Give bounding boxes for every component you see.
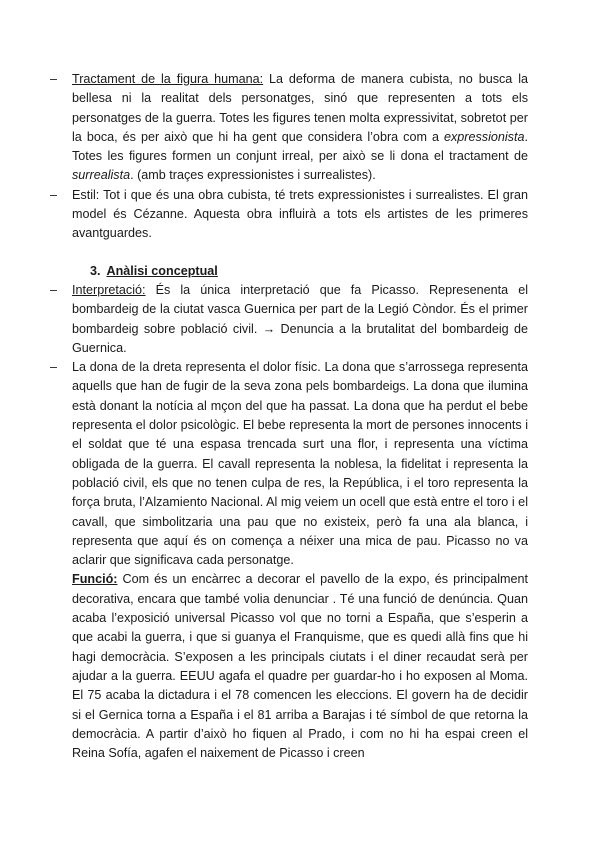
bullet-dash: – bbox=[50, 187, 58, 202]
italic-expressionista: expressionista bbox=[443, 129, 525, 144]
text-interpretacio: És la única interpretació que fa Picasso. Represenenta el bombardeig de la ciutat vasca Guernica per part de la Legió Còndor. És el primer bombardeig sobre població civil. → Denuncia a la brutalitat del bombardeig de Guernica. bbox=[72, 282, 528, 355]
text-funcio: Com és un encàrrec a decorar el pavello de la expo, és principalment decorativa, encara que també volia denunciar . Té una funció de denúncia. Quan acaba l’exposició universal Picasso vol que no torni a España, que s’esperin a que acabi la guerra, i que si guanya el Franquisme, que es quedi allà fins que hi hagi democràcia. S’exposen a les principals ciutats i el diner recaudat serà per ajudar a la guerra. EEUU agafa el quadre per guardar-ho i ho exposen al Moma. El 75 acaba la dictadura i el 78 comencen les eleccions. El govern ha de decidir si el Gernica torna a España i el 81 arriba a Barajas i té símbol de que retorna la democràcia. A partir d’això ho fiquen al Prado, i com no hi ha espai creen el Reina Sofía, agafen el naixement de Picasso i creen bbox=[72, 572, 528, 761]
paragraph-funcio bbox=[72, 570, 528, 763]
section-heading bbox=[90, 262, 528, 281]
bullet-dash: – bbox=[50, 282, 58, 297]
term-interpretacio: Interpretació: bbox=[72, 282, 146, 297]
section-title: Anàlisi conceptual bbox=[106, 263, 218, 278]
paragraph-personatges bbox=[50, 358, 528, 570]
text-personatges: La dona de la dreta representa el dolor físic. La dona que s’arrossega representa aquells que han de fugir de la seva zona pels bombardeigs. La dona que ilumina està donant la notícia al mçon del que ha passat. La dona que ha perdut el bebe representa el dolor psicològic. El bebe representa la mort de persones innocents i el soldat que té una espasa trencada surt una flor, i representa una víctima obligada de la guerra. El cavall representa la noblesa, la fidelitat i representa la població civil, els que no tenen culpa de res, la República, i el toro representa la força bruta, l’Alzamiento Nacional. Al mig veiem un ocell que està entre el toro i el cavall, que simbolitzaria una pau que no existeix, però fa una ala blanca, i representa que aquí és on comença a néixer una mica de pau. Picasso no va aclarir que significava cada personatge. bbox=[72, 360, 528, 568]
text-figura-3: . (amb traçes expressionistes i surrealistes). bbox=[130, 168, 376, 183]
bullet-dash: – bbox=[50, 360, 58, 375]
paragraph-figura-humana bbox=[50, 70, 528, 186]
bullet-dash: – bbox=[50, 72, 58, 86]
document-body bbox=[50, 70, 528, 763]
text-figura-2: . Totes les figures formen un conjunt irreal, per això se li dona el tractament de bbox=[72, 129, 528, 164]
text-estil: Estil: Tot i que és una obra cubista, té trets expressionistes i surrealistes. El gran model és Cézanne. Aquesta obra influirà a tots els artistes de les primeres avantguardes. bbox=[72, 187, 528, 241]
section-number: 3. bbox=[90, 263, 101, 278]
term-figura-humana: Tractament de la figura humana: bbox=[72, 72, 264, 86]
paragraph-estil bbox=[50, 186, 528, 244]
italic-surrealista: surrealista bbox=[72, 168, 131, 183]
term-funcio: Funció: bbox=[72, 572, 118, 587]
text-figura-1: La deforma de manera cubista, no busca la bellesa ni la realitat dels personatges, sinó que representen a tots els personatges de la guerra. Totes les figures tenen molta expressivitat, sobretot per la boca, és per això que hi ha gent que considera l’obra com a bbox=[72, 72, 528, 144]
paragraph-interpretacio bbox=[50, 281, 528, 358]
